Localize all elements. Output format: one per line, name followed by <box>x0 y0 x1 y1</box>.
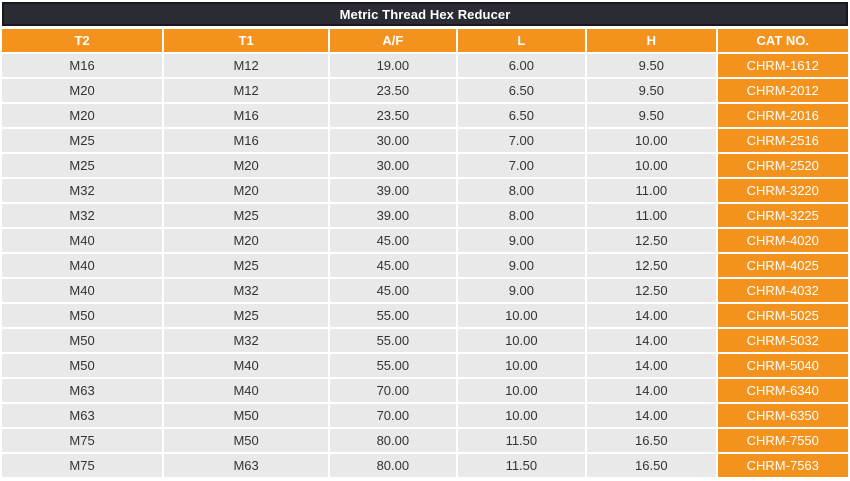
cat-no-cell: CHRM-7563 <box>718 454 848 477</box>
af-cell: 70.00 <box>330 404 456 427</box>
t1-cell: M16 <box>164 129 328 152</box>
h-cell: 14.00 <box>587 379 715 402</box>
af-cell: 80.00 <box>330 454 456 477</box>
table-row <box>2 304 848 327</box>
table-row <box>2 429 848 452</box>
l-cell: 10.00 <box>458 379 585 402</box>
l-cell: 6.50 <box>458 79 585 102</box>
t1-cell: M40 <box>164 354 328 377</box>
t2-cell: M20 <box>2 104 162 127</box>
l-cell: 9.00 <box>458 279 585 302</box>
cat-no-cell: CHRM-2520 <box>718 154 848 177</box>
column-header-cat-no: CAT NO. <box>718 29 848 52</box>
h-cell: 12.50 <box>587 279 715 302</box>
t2-cell: M75 <box>2 429 162 452</box>
cat-no-cell: CHRM-4020 <box>718 229 848 252</box>
t2-cell: M50 <box>2 329 162 352</box>
t2-cell: M32 <box>2 179 162 202</box>
t1-cell: M40 <box>164 379 328 402</box>
t2-cell: M63 <box>2 404 162 427</box>
table-row <box>2 104 848 127</box>
cat-no-cell: CHRM-5025 <box>718 304 848 327</box>
l-cell: 10.00 <box>458 304 585 327</box>
table-row <box>2 354 848 377</box>
l-cell: 9.00 <box>458 254 585 277</box>
cat-no-cell: CHRM-3225 <box>718 204 848 227</box>
table-title-bar <box>2 2 848 26</box>
table-row <box>2 204 848 227</box>
cat-no-cell: CHRM-4025 <box>718 254 848 277</box>
l-cell: 7.00 <box>458 154 585 177</box>
af-cell: 55.00 <box>330 304 456 327</box>
h-cell: 16.50 <box>587 429 715 452</box>
t2-cell: M32 <box>2 204 162 227</box>
h-cell: 11.00 <box>587 179 715 202</box>
t1-cell: M20 <box>164 229 328 252</box>
table-title: Metric Thread Hex Reducer <box>339 6 511 22</box>
table-row <box>2 404 848 427</box>
t1-cell: M20 <box>164 179 328 202</box>
t1-cell: M25 <box>164 304 328 327</box>
h-cell: 14.00 <box>587 329 715 352</box>
l-cell: 10.00 <box>458 329 585 352</box>
table-row <box>2 279 848 302</box>
af-cell: 45.00 <box>330 279 456 302</box>
column-header-af: A/F <box>330 29 456 52</box>
table-row <box>2 329 848 352</box>
af-cell: 80.00 <box>330 429 456 452</box>
cat-no-cell: CHRM-2012 <box>718 79 848 102</box>
h-cell: 12.50 <box>587 229 715 252</box>
t2-cell: M50 <box>2 304 162 327</box>
t2-cell: M40 <box>2 229 162 252</box>
column-header-l: L <box>458 29 585 52</box>
t2-cell: M75 <box>2 454 162 477</box>
t1-cell: M25 <box>164 254 328 277</box>
table-body <box>2 54 848 477</box>
table-row <box>2 129 848 152</box>
l-cell: 6.00 <box>458 54 585 77</box>
af-cell: 39.00 <box>330 204 456 227</box>
t1-cell: M25 <box>164 204 328 227</box>
af-cell: 30.00 <box>330 154 456 177</box>
l-cell: 10.00 <box>458 404 585 427</box>
table-row <box>2 229 848 252</box>
h-cell: 14.00 <box>587 304 715 327</box>
t2-cell: M25 <box>2 154 162 177</box>
t1-cell: M20 <box>164 154 328 177</box>
af-cell: 55.00 <box>330 329 456 352</box>
table-row <box>2 154 848 177</box>
cat-no-cell: CHRM-6340 <box>718 379 848 402</box>
t2-cell: M50 <box>2 354 162 377</box>
h-cell: 16.50 <box>587 454 715 477</box>
t1-cell: M12 <box>164 54 328 77</box>
t1-cell: M50 <box>164 404 328 427</box>
t1-cell: M63 <box>164 454 328 477</box>
af-cell: 70.00 <box>330 379 456 402</box>
t2-cell: M16 <box>2 54 162 77</box>
h-cell: 9.50 <box>587 54 715 77</box>
column-header-t1: T1 <box>164 29 328 52</box>
t2-cell: M40 <box>2 254 162 277</box>
table-row <box>2 379 848 402</box>
l-cell: 8.00 <box>458 179 585 202</box>
h-cell: 14.00 <box>587 404 715 427</box>
af-cell: 30.00 <box>330 129 456 152</box>
l-cell: 7.00 <box>458 129 585 152</box>
cat-no-cell: CHRM-7550 <box>718 429 848 452</box>
cat-no-cell: CHRM-2516 <box>718 129 848 152</box>
t1-cell: M32 <box>164 279 328 302</box>
h-cell: 12.50 <box>587 254 715 277</box>
t2-cell: M25 <box>2 129 162 152</box>
t2-cell: M20 <box>2 79 162 102</box>
h-cell: 11.00 <box>587 204 715 227</box>
table-row <box>2 179 848 202</box>
cat-no-cell: CHRM-3220 <box>718 179 848 202</box>
l-cell: 10.00 <box>458 354 585 377</box>
l-cell: 11.50 <box>458 429 585 452</box>
t1-cell: M32 <box>164 329 328 352</box>
af-cell: 55.00 <box>330 354 456 377</box>
l-cell: 11.50 <box>458 454 585 477</box>
af-cell: 19.00 <box>330 54 456 77</box>
t1-cell: M16 <box>164 104 328 127</box>
table-row <box>2 54 848 77</box>
cat-no-cell: CHRM-2016 <box>718 104 848 127</box>
t2-cell: M63 <box>2 379 162 402</box>
af-cell: 39.00 <box>330 179 456 202</box>
t1-cell: M12 <box>164 79 328 102</box>
h-cell: 9.50 <box>587 79 715 102</box>
h-cell: 14.00 <box>587 354 715 377</box>
cat-no-cell: CHRM-5032 <box>718 329 848 352</box>
l-cell: 6.50 <box>458 104 585 127</box>
cat-no-cell: CHRM-5040 <box>718 354 848 377</box>
cat-no-cell: CHRM-4032 <box>718 279 848 302</box>
column-header-h: H <box>587 29 715 52</box>
af-cell: 23.50 <box>330 104 456 127</box>
table-header-row <box>2 29 848 52</box>
h-cell: 10.00 <box>587 129 715 152</box>
table-row <box>2 454 848 477</box>
l-cell: 9.00 <box>458 229 585 252</box>
table-row <box>2 254 848 277</box>
af-cell: 23.50 <box>330 79 456 102</box>
t2-cell: M40 <box>2 279 162 302</box>
cat-no-cell: CHRM-1612 <box>718 54 848 77</box>
af-cell: 45.00 <box>330 254 456 277</box>
column-header-t2: T2 <box>2 29 162 52</box>
af-cell: 45.00 <box>330 229 456 252</box>
cat-no-cell: CHRM-6350 <box>718 404 848 427</box>
table-row <box>2 79 848 102</box>
h-cell: 10.00 <box>587 154 715 177</box>
t1-cell: M50 <box>164 429 328 452</box>
l-cell: 8.00 <box>458 204 585 227</box>
h-cell: 9.50 <box>587 104 715 127</box>
